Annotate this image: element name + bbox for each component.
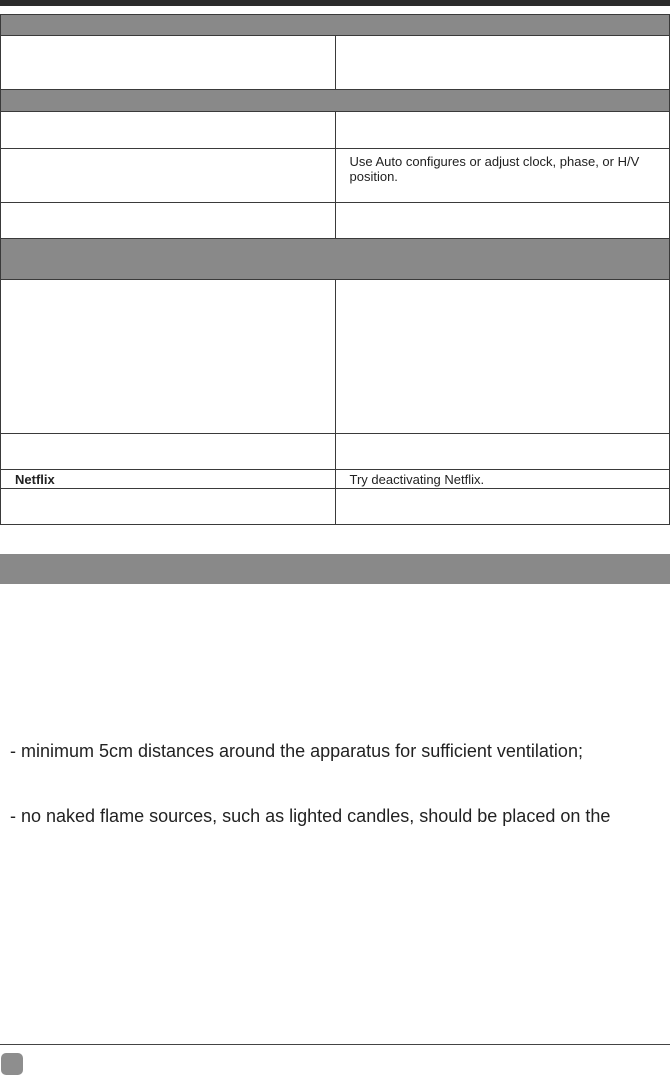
solution-cell: Try deactivating Netflix. xyxy=(335,470,670,489)
table-row xyxy=(1,112,670,149)
problem-cell xyxy=(1,203,336,239)
troubleshooting-table xyxy=(0,14,670,525)
solution-cell xyxy=(335,489,670,525)
footer-rule xyxy=(0,1044,670,1045)
problem-cell xyxy=(1,489,336,525)
solution-cell xyxy=(335,112,670,149)
table-row xyxy=(1,489,670,525)
top-rule xyxy=(0,0,670,6)
table-section-header xyxy=(1,15,670,36)
table-row xyxy=(1,36,670,90)
table-row-netflix xyxy=(1,470,670,489)
problem-cell: Netflix xyxy=(1,470,336,489)
solution-cell xyxy=(335,280,670,434)
table-section-header xyxy=(1,239,670,280)
solution-cell xyxy=(335,36,670,90)
table-section-header xyxy=(1,90,670,112)
solution-cell xyxy=(335,203,670,239)
table-row xyxy=(1,149,670,203)
section-header-bar xyxy=(0,554,670,584)
problem-cell xyxy=(1,149,336,203)
table-row xyxy=(1,434,670,470)
solution-cell: Use Auto configures or adjust clock, phase, or H/V position. xyxy=(335,149,670,203)
ventilation-line-1: - minimum 5cm distances around the apparatus for sufficient ventilation; xyxy=(10,741,583,761)
table-row xyxy=(1,203,670,239)
table-row xyxy=(1,280,670,434)
solution-cell xyxy=(335,434,670,470)
page-number-tab xyxy=(1,1053,23,1075)
problem-cell xyxy=(1,434,336,470)
ventilation-line-2: - no naked flame sources, such as lighted candles, should be placed on the xyxy=(10,806,611,826)
problem-cell xyxy=(1,36,336,90)
problem-cell xyxy=(1,112,336,149)
problem-cell xyxy=(1,280,336,434)
